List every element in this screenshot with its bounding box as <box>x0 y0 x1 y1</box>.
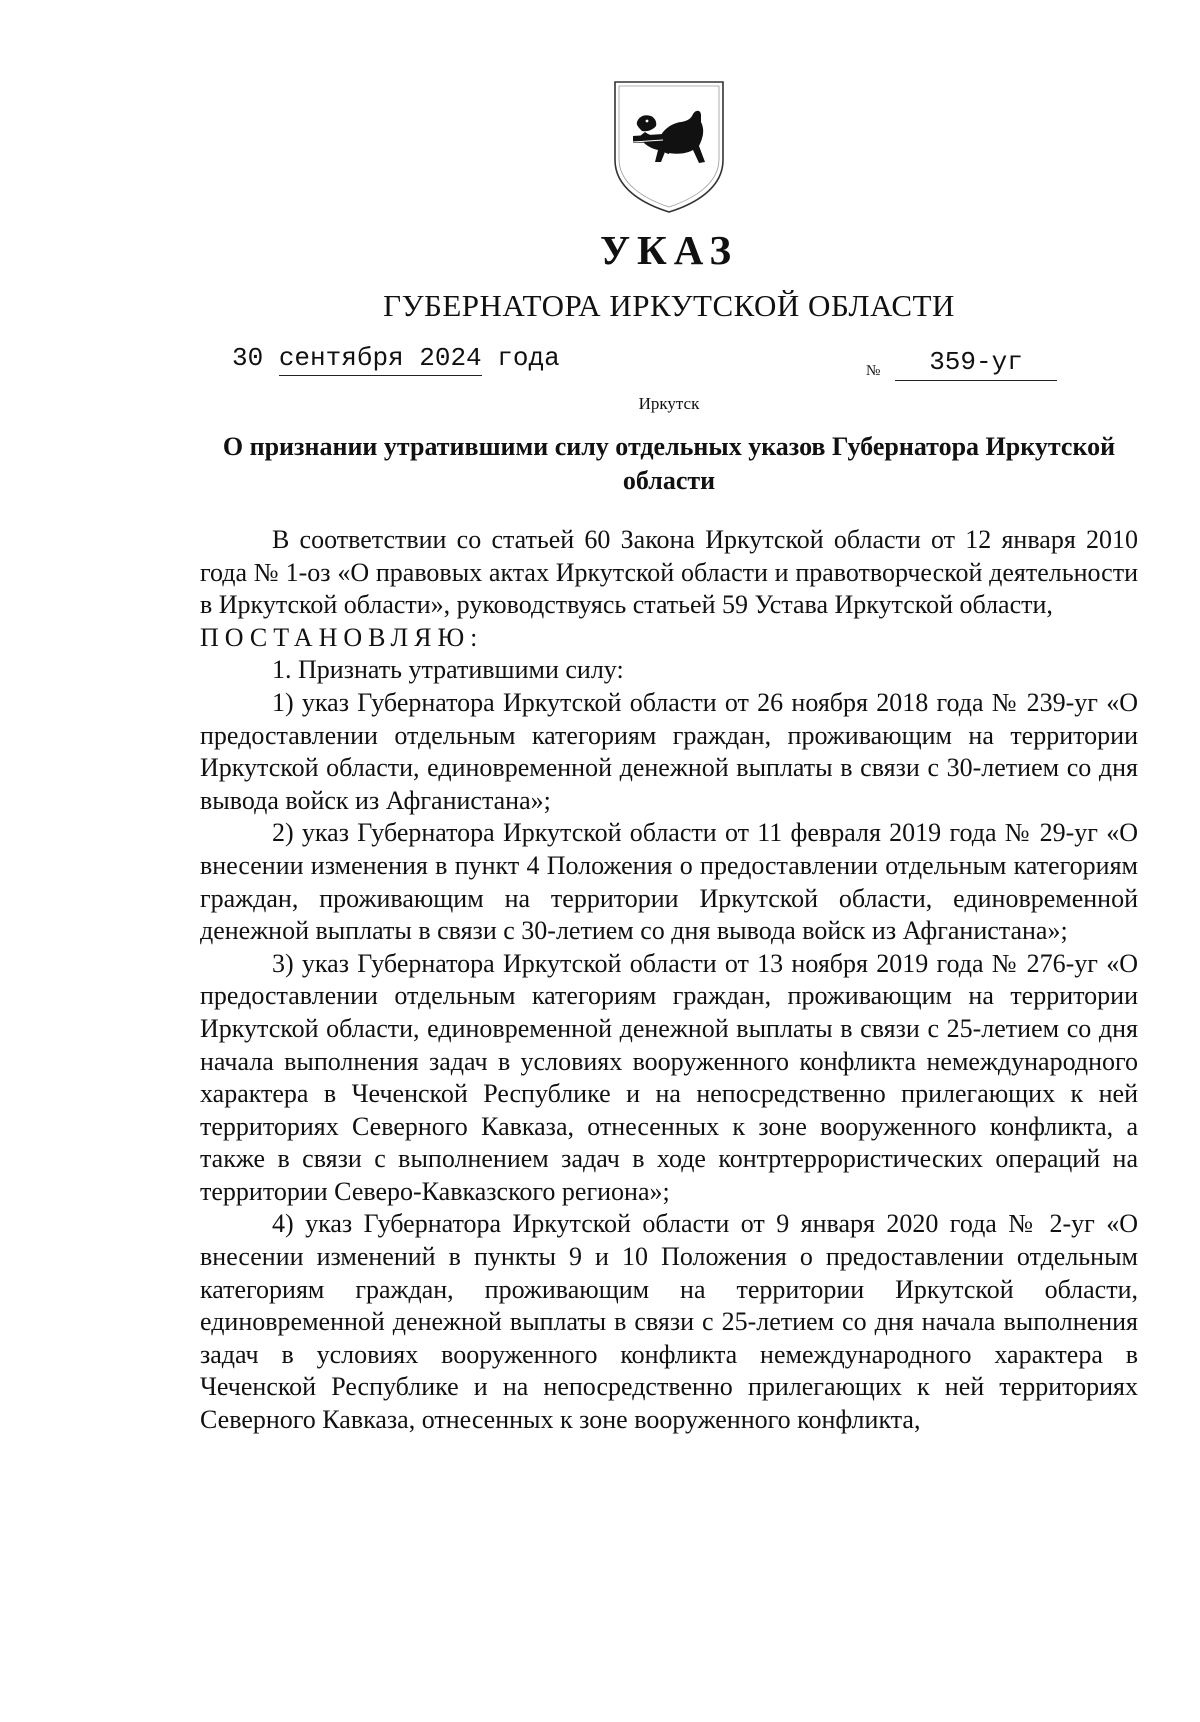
issuing-authority: ГУБЕРНАТОРА ИРКУТСКОЙ ОБЛАСТИ <box>383 288 955 323</box>
clause-item-1: 1) указ Губернатора Иркутской области от 26 ноября 2018 года № 239-уг «О предоставлении отдельным категориям граждан, проживающим на территории Иркутской области, единовременной денежной выплаты в связи с 30-летием со дня вывода войск из Афганистана»; <box>200 687 1138 815</box>
document-title: УКАЗ <box>599 227 739 273</box>
irkutsk-coat-of-arms-emblem <box>609 76 729 216</box>
document-number: 359-уг <box>895 349 1057 381</box>
clause-item-3: 3) указ Губернатора Иркутской области от 13 ноября 2019 года № 276-уг «О предоставлении отдельным категориям граждан, проживающим на территории Иркутской области, единовременной денежной выплаты в связи с 25-летием со дня начала выполнения задач в условиях вооруженного конфликта немеждународного характера в Чеченской Республике и на непосредственно прилегающих к ней территориях Северного Кавказа, отнесенных к зоне вооруженного конфликта, а также в связи с выполнением задач в ходе контртеррористических операций на территории Северо-Кавказского региона»; <box>200 948 1138 1206</box>
document-body <box>200 524 1138 1437</box>
date-month-year: сентября 2024 <box>279 345 482 376</box>
document-date <box>232 345 560 376</box>
preamble-paragraph: В соответствии со статьей 60 Закона Иркутской области от 12 января 2010 года № 1-оз «О правовых актах Иркутской области и правотворческой деятельности в Иркутской области», руководствуясь статьей 59 Устава Иркутской области, <box>200 525 1138 620</box>
city: Иркутск <box>638 394 700 413</box>
number-sign: № <box>866 363 881 379</box>
clause-item-2: 2) указ Губернатора Иркутской области от 11 февраля 2019 года № 29-уг «О внесении изменения в пункт 4 Положения о предоставлении отдельным категориям граждан, проживающим на территории Иркутской области, единовременной денежной выплаты в связи с 30-летием со дня вывода войск из Афганистана»; <box>200 818 1138 946</box>
clause-1: 1. Признать утратившими силу: <box>272 655 624 685</box>
date-day: 30 <box>232 343 264 373</box>
clause-item-4: 4) указ Губернатора Иркутской области от 9 января 2020 года № 2-уг «О внесении изменений в пункты 9 и 10 Положения о предоставлении отдельным категориям граждан, проживающим на территории Иркутской области, единовременной денежной выплаты в связи с 25-летием со дня начала выполнения задач в условиях вооруженного конфликта немеждународного характера в Чеченской Республике и на непосредственно прилегающих к ней территориях Северного Кавказа, отнесенных к зоне вооруженного конфликта, <box>200 1209 1138 1435</box>
resolve-word: ПОСТАНОВЛЯЮ: <box>200 622 484 652</box>
document-heading: О признании утратившими силу отдельных указов Губернатора Иркутской области <box>222 432 1116 495</box>
date-suffix: года <box>497 343 560 373</box>
